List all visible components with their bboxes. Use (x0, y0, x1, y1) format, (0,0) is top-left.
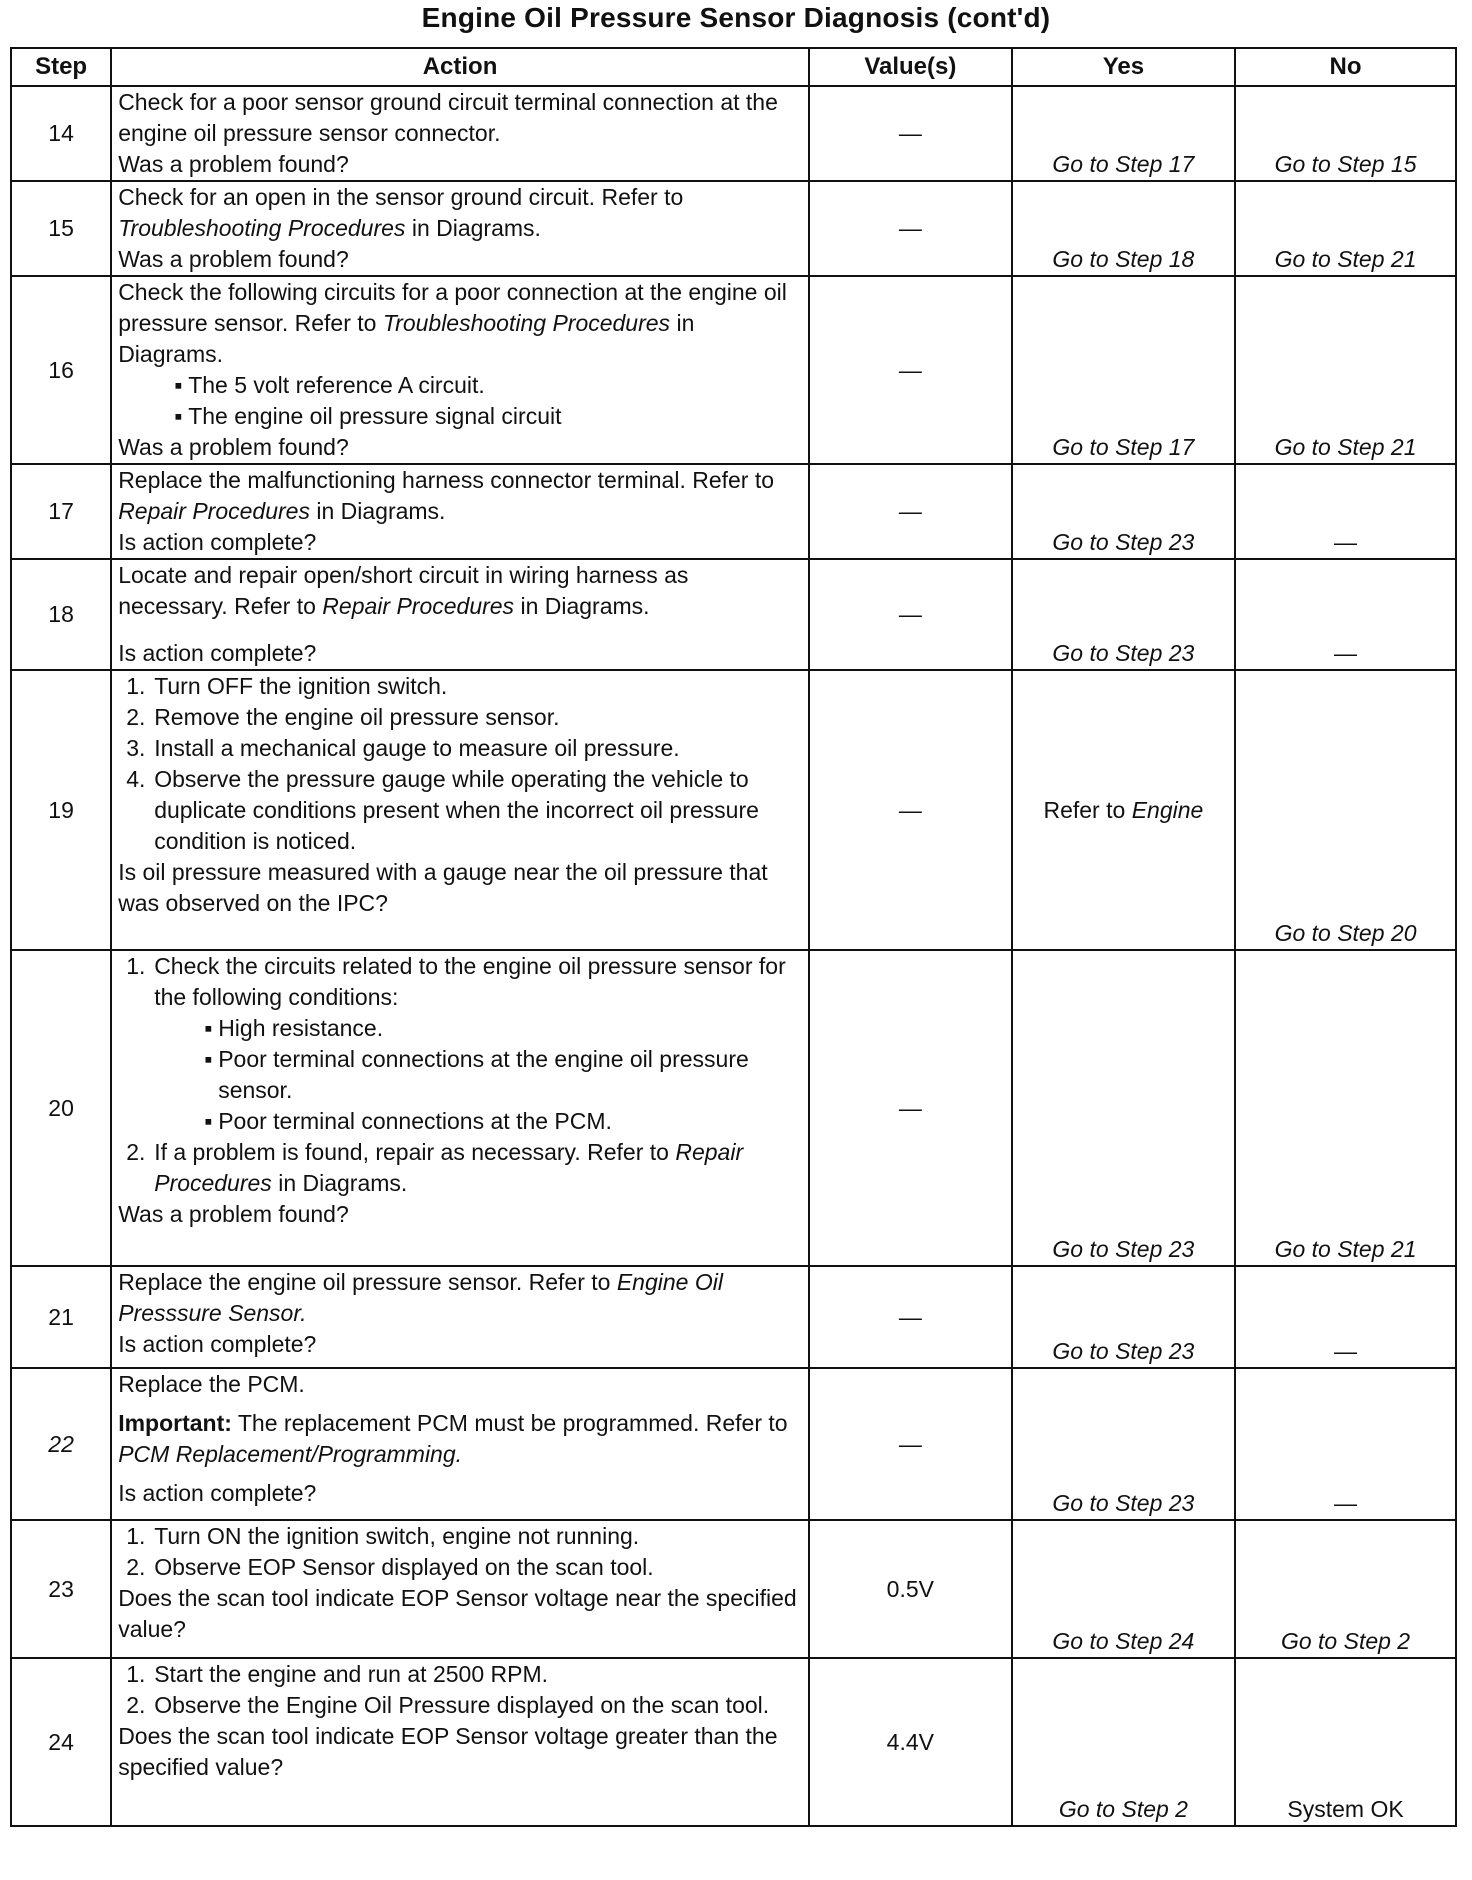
action-cell (111, 1658, 809, 1826)
table-row (11, 950, 1456, 1266)
yes-cell: Go to Step 17 (1012, 276, 1235, 464)
yes-cell: Go to Step 23 (1012, 1266, 1235, 1368)
table-row (11, 276, 1456, 464)
action-question: Was a problem found? (118, 151, 349, 177)
step-number: 16 (11, 276, 111, 464)
value-cell: — (809, 276, 1012, 464)
no-cell: — (1235, 559, 1456, 670)
list-item: 1. Turn OFF the ignition switch. (126, 673, 448, 699)
value-cell: — (809, 1368, 1012, 1520)
action-question: Was a problem found? (118, 434, 349, 460)
action-question: Is action complete? (118, 529, 317, 555)
value-cell: — (809, 1266, 1012, 1368)
list-item: 2. If a problem is found, repair as necessary. Refer to Repair Procedures in Diagrams. (126, 1139, 744, 1196)
table-row (11, 1658, 1456, 1826)
no-cell: Go to Step 21 (1235, 181, 1456, 276)
list-item: ▪ Poor terminal connections at the PCM. (204, 1108, 612, 1134)
action-question: Is action complete? (118, 640, 317, 666)
no-cell: Go to Step 20 (1235, 670, 1456, 950)
step-number: 21 (11, 1266, 111, 1368)
yes-cell: Go to Step 2 (1012, 1658, 1235, 1826)
value-cell: — (809, 86, 1012, 181)
action-question: Was a problem found? (118, 246, 349, 272)
table-row (11, 1266, 1456, 1368)
action-cell (111, 559, 809, 670)
action-text: Replace the malfunctioning harness connector terminal. Refer to Repair Procedures in Diagrams. (118, 467, 775, 524)
action-text: Check the following circuits for a poor connection at the engine oil pressure sensor. Refer to Troubleshooting Procedures in Diagrams. (118, 279, 787, 367)
table-row (11, 670, 1456, 950)
action-text: Check for a poor sensor ground circuit terminal connection at the engine oil pressure sensor connector. (118, 89, 778, 146)
no-cell: Go to Step 21 (1235, 950, 1456, 1266)
list-item: 2. Observe the Engine Oil Pressure displayed on the scan tool. (126, 1692, 770, 1718)
action-cell (111, 950, 809, 1266)
list-item: 1. Turn ON the ignition switch, engine not running. (126, 1523, 640, 1549)
action-cell (111, 181, 809, 276)
list-item: ▪ High resistance. (204, 1015, 384, 1041)
list-item: ▪ The 5 volt reference A circuit. (174, 372, 485, 398)
header-no: No (1235, 48, 1456, 86)
action-cell (111, 276, 809, 464)
action-cell (111, 1266, 809, 1368)
no-cell: Go to Step 21 (1235, 276, 1456, 464)
table-row (11, 181, 1456, 276)
yes-cell: Go to Step 24 (1012, 1520, 1235, 1658)
step-number: 23 (11, 1520, 111, 1658)
list-item: ▪ The engine oil pressure signal circuit (174, 403, 562, 429)
action-cell (111, 670, 809, 950)
yes-cell: Go to Step 17 (1012, 86, 1235, 181)
step-number: 22 (11, 1368, 111, 1520)
value-cell: — (809, 464, 1012, 559)
table-row (11, 1368, 1456, 1520)
action-question: Is action complete? (118, 1331, 317, 1357)
list-item: 3. Install a mechanical gauge to measure oil pressure. (126, 735, 680, 761)
value-cell: — (809, 559, 1012, 670)
yes-cell: Go to Step 23 (1012, 559, 1235, 670)
step-number: 20 (11, 950, 111, 1266)
no-cell: — (1235, 1368, 1456, 1520)
table-row (11, 559, 1456, 670)
action-text: Replace the engine oil pressure sensor. Refer to Engine Oil Presssure Sensor. (118, 1269, 723, 1326)
action-cell (111, 86, 809, 181)
yes-cell: Refer to Engine (1012, 670, 1235, 950)
list-item: 1. Start the engine and run at 2500 RPM. (126, 1661, 548, 1687)
action-question: Does the scan tool indicate EOP Sensor voltage near the specified value? (118, 1585, 797, 1642)
table-header-row (11, 48, 1456, 86)
value-cell: — (809, 950, 1012, 1266)
action-cell (111, 1368, 809, 1520)
diagnosis-table (10, 47, 1457, 1827)
value-cell: 0.5V (809, 1520, 1012, 1658)
action-cell (111, 464, 809, 559)
page-title: Engine Oil Pressure Sensor Diagnosis (cont'd) (421, 2, 1051, 33)
table-row (11, 464, 1456, 559)
value-cell: — (809, 181, 1012, 276)
no-cell: Go to Step 15 (1235, 86, 1456, 181)
no-cell: — (1235, 464, 1456, 559)
header-yes: Yes (1012, 48, 1235, 86)
action-question: Was a problem found? (118, 1201, 349, 1227)
action-question: Does the scan tool indicate EOP Sensor voltage greater than the specified value? (118, 1723, 778, 1780)
table-row (11, 1520, 1456, 1658)
header-values: Value(s) (809, 48, 1012, 86)
no-cell: Go to Step 2 (1235, 1520, 1456, 1658)
list-item: ▪ Poor terminal connections at the engine oil pressure sensor. (204, 1046, 749, 1103)
step-number: 19 (11, 670, 111, 950)
header-step: Step (11, 48, 111, 86)
header-action: Action (111, 48, 809, 86)
yes-cell: Go to Step 23 (1012, 464, 1235, 559)
action-text: Replace the PCM. (118, 1371, 305, 1397)
list-item: 2. Remove the engine oil pressure sensor. (126, 704, 560, 730)
step-number: 14 (11, 86, 111, 181)
no-cell: — (1235, 1266, 1456, 1368)
action-question: Is action complete? (118, 1480, 317, 1506)
list-item: 2. Observe EOP Sensor displayed on the scan tool. (126, 1554, 654, 1580)
no-cell: System OK (1235, 1658, 1456, 1826)
important-note: Important: The replacement PCM must be programmed. Refer to PCM Replacement/Programming. (118, 1410, 788, 1467)
list-item: 4. Observe the pressure gauge while operating the vehicle to duplicate conditions present when the incorrect oil pressure condition is noticed. (126, 766, 759, 854)
value-cell: 4.4V (809, 1658, 1012, 1826)
list-item: 1. Check the circuits related to the engine oil pressure sensor for the following conditions: (126, 953, 786, 1010)
yes-cell: Go to Step 18 (1012, 181, 1235, 276)
value-cell: — (809, 670, 1012, 950)
action-text: Check for an open in the sensor ground circuit. Refer to Troubleshooting Procedures in Diagrams. (118, 184, 684, 241)
step-number: 24 (11, 1658, 111, 1826)
step-number: 17 (11, 464, 111, 559)
action-cell (111, 1520, 809, 1658)
step-number: 15 (11, 181, 111, 276)
yes-cell: Go to Step 23 (1012, 1368, 1235, 1520)
action-text: Locate and repair open/short circuit in wiring harness as necessary. Refer to Repair Procedures in Diagrams. (118, 562, 689, 619)
table-row (11, 86, 1456, 181)
action-question: Is oil pressure measured with a gauge near the oil pressure that was observed on the IPC? (118, 859, 768, 916)
yes-cell: Go to Step 23 (1012, 950, 1235, 1266)
step-number: 18 (11, 559, 111, 670)
